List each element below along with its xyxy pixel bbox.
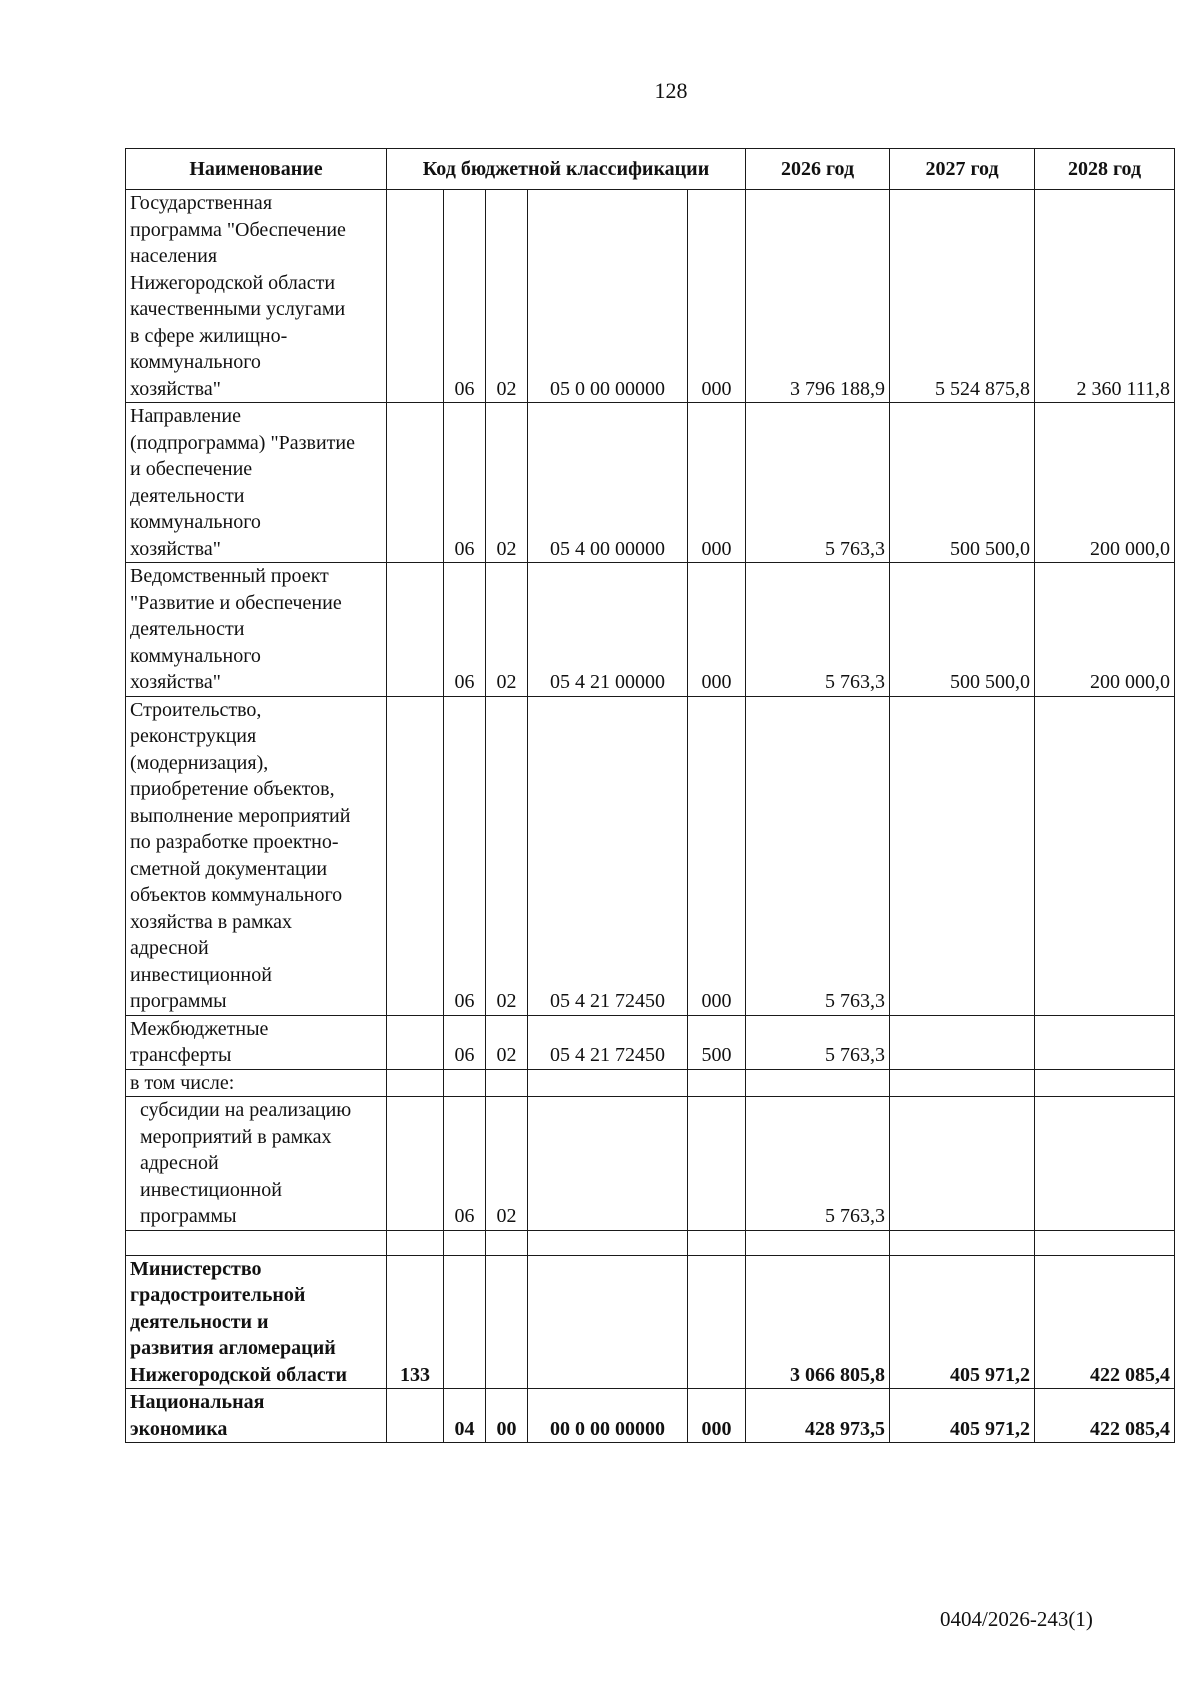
table-row [126, 190, 1175, 403]
value-2026: 3 796 188,9 [746, 190, 890, 403]
row-name [126, 403, 387, 563]
code-subsection: 00 [486, 1389, 528, 1443]
code-subsection: 02 [486, 1015, 528, 1069]
value-2026: 5 763,3 [746, 696, 890, 1015]
row-name [126, 563, 387, 697]
row-name [126, 190, 387, 403]
code-section: 06 [444, 1015, 486, 1069]
code-section: 06 [444, 190, 486, 403]
value-2028 [1035, 696, 1175, 1015]
code-expense-type [688, 1230, 746, 1255]
code-target [528, 1097, 688, 1231]
code-section [444, 1230, 486, 1255]
value-2028: 422 085,4 [1035, 1255, 1175, 1389]
code-subsection: 02 [486, 1097, 528, 1231]
row-name-text: Национальная экономика [130, 1391, 265, 1440]
value-2026: 3 066 805,8 [746, 1255, 890, 1389]
value-2027: 5 524 875,8 [890, 190, 1035, 403]
value-2027 [890, 1230, 1035, 1255]
code-section: 06 [444, 563, 486, 697]
code-target: 05 4 21 72450 [528, 696, 688, 1015]
code-expense-type: 000 [688, 1389, 746, 1443]
table-row [126, 403, 1175, 563]
code-section [444, 1255, 486, 1389]
value-2027 [890, 1015, 1035, 1069]
table-row [126, 1255, 1175, 1389]
row-name-text: Министерство градостроительной деятельности и развития агломераций Нижегородской области [130, 1257, 348, 1386]
code-expense-type: 000 [688, 190, 746, 403]
value-2026: 5 763,3 [746, 1015, 890, 1069]
code-admin: 133 [387, 1255, 444, 1389]
code-subsection [486, 1069, 528, 1097]
code-expense-type [688, 1255, 746, 1389]
row-name [126, 1015, 387, 1069]
budget-table [125, 148, 1175, 1443]
code-subsection: 02 [486, 563, 528, 697]
value-2027 [890, 1097, 1035, 1231]
value-2028 [1035, 1015, 1175, 1069]
code-expense-type: 000 [688, 403, 746, 563]
row-name-text: Направление (подпрограмма) "Развитие и обеспечение деятельности коммунального хозяйства" [130, 405, 355, 560]
code-subsection: 02 [486, 696, 528, 1015]
value-2027: 500 500,0 [890, 403, 1035, 563]
code-expense-type [688, 1069, 746, 1097]
code-admin [387, 1015, 444, 1069]
row-name-text: Строительство, реконструкция (модернизация), приобретение объектов, выполнение мероприятий по разработке проектно-сметной документации объектов коммунального хозяйства в рамках адресной инвестиционной программы [130, 698, 351, 1012]
table-row [126, 1389, 1175, 1443]
value-2027: 405 971,2 [890, 1389, 1035, 1443]
header-2026: 2026 год [746, 149, 890, 190]
value-2027: 405 971,2 [890, 1255, 1035, 1389]
value-2028 [1035, 1069, 1175, 1097]
code-admin [387, 190, 444, 403]
code-section: 06 [444, 1097, 486, 1231]
value-2026 [746, 1069, 890, 1097]
row-name-text: Ведомственный проект "Развитие и обеспечение деятельности коммунального хозяйства" [130, 565, 342, 693]
table-row [126, 696, 1175, 1015]
row-name-text: субсидии на реализацию мероприятий в рамках адресной инвестиционной программы [140, 1099, 352, 1227]
code-expense-type [688, 1097, 746, 1231]
page-number: 128 [654, 78, 688, 103]
code-subsection [486, 1255, 528, 1389]
code-admin [387, 403, 444, 563]
code-target [528, 1255, 688, 1389]
header-name: Наименование [126, 149, 387, 190]
code-expense-type: 500 [688, 1015, 746, 1069]
document-number: 0404/2026-243(1) [940, 1607, 1093, 1631]
row-name [126, 1097, 387, 1231]
code-expense-type: 000 [688, 563, 746, 697]
value-2026: 5 763,3 [746, 1097, 890, 1231]
code-section: 06 [444, 403, 486, 563]
header-code: Код бюджетной классификации [387, 149, 746, 190]
code-target [528, 1069, 688, 1097]
table-row [126, 1230, 1175, 1255]
code-admin [387, 1097, 444, 1231]
row-name [126, 1255, 387, 1389]
code-admin [387, 1069, 444, 1097]
code-subsection: 02 [486, 403, 528, 563]
code-admin [387, 563, 444, 697]
code-target: 00 0 00 00000 [528, 1389, 688, 1443]
code-target: 05 4 21 00000 [528, 563, 688, 697]
value-2028: 422 085,4 [1035, 1389, 1175, 1443]
row-name [126, 1389, 387, 1443]
value-2026: 5 763,3 [746, 563, 890, 697]
value-2028: 200 000,0 [1035, 563, 1175, 697]
row-name [126, 1230, 387, 1255]
value-2027 [890, 1069, 1035, 1097]
header-2027: 2027 год [890, 149, 1035, 190]
value-2027 [890, 696, 1035, 1015]
code-expense-type: 000 [688, 696, 746, 1015]
table-row [126, 563, 1175, 697]
row-name [126, 696, 387, 1015]
row-name [126, 1069, 387, 1097]
table-header-row [126, 149, 1175, 190]
row-name-text: Межбюджетные трансферты [130, 1017, 269, 1066]
value-2028: 2 360 111,8 [1035, 190, 1175, 403]
code-admin [387, 1230, 444, 1255]
value-2028 [1035, 1230, 1175, 1255]
code-target: 05 4 21 72450 [528, 1015, 688, 1069]
table-row [126, 1097, 1175, 1231]
row-name-text: Государственная программа "Обеспечение населения Нижегородской области качественными услугами в сфере жилищно-коммунального хозяйства" [130, 192, 346, 400]
code-target [528, 1230, 688, 1255]
code-section: 04 [444, 1389, 486, 1443]
code-admin [387, 696, 444, 1015]
code-admin [387, 1389, 444, 1443]
code-subsection [486, 1230, 528, 1255]
code-section: 06 [444, 696, 486, 1015]
value-2026: 428 973,5 [746, 1389, 890, 1443]
table-row [126, 1069, 1175, 1097]
value-2026: 5 763,3 [746, 403, 890, 563]
value-2028: 200 000,0 [1035, 403, 1175, 563]
code-subsection: 02 [486, 190, 528, 403]
value-2026 [746, 1230, 890, 1255]
value-2028 [1035, 1097, 1175, 1231]
code-section [444, 1069, 486, 1097]
row-name-text: в том числе: [130, 1071, 235, 1094]
code-target: 05 4 00 00000 [528, 403, 688, 563]
header-2028: 2028 год [1035, 149, 1175, 190]
code-target: 05 0 00 00000 [528, 190, 688, 403]
table-row [126, 1015, 1175, 1069]
value-2027: 500 500,0 [890, 563, 1035, 697]
